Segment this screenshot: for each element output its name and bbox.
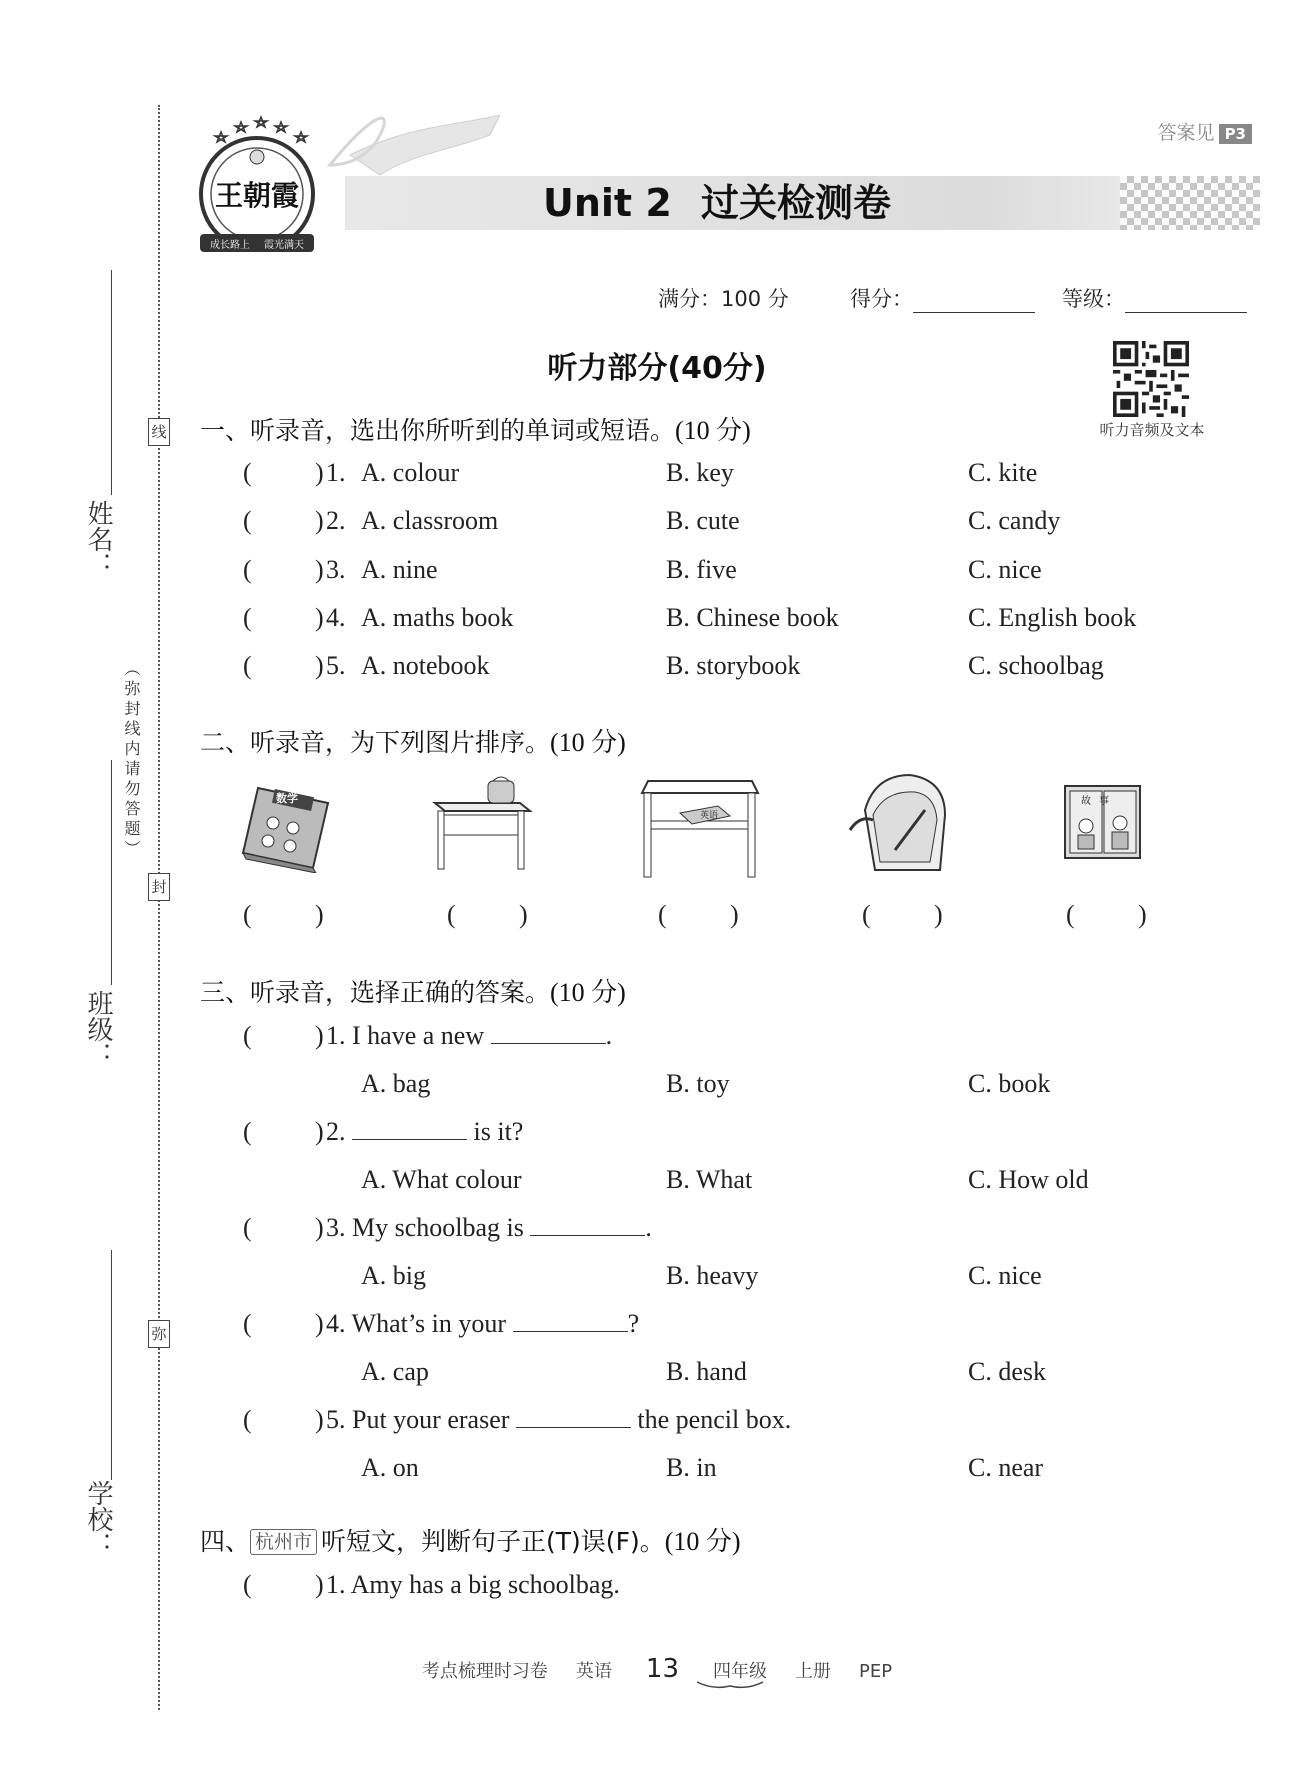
question-number: 2.	[326, 1117, 346, 1146]
option-c: C. kite	[968, 458, 1038, 487]
option-b: B. key	[666, 458, 734, 487]
option-b: B. cute	[666, 506, 740, 535]
section4-title	[200, 1521, 741, 1558]
option-a: A. What colour	[361, 1165, 522, 1194]
statement-1	[326, 1570, 620, 1600]
option-a: A. colour	[361, 458, 460, 487]
grade-blank[interactable]	[1125, 290, 1247, 313]
answer-paren[interactable]: (	[243, 1213, 252, 1242]
question-number: 1.	[326, 1570, 346, 1599]
answer-blank[interactable]	[516, 1426, 631, 1428]
page-number: 13	[645, 1654, 679, 1684]
desk-with-book-icon	[640, 771, 760, 881]
grade-label: 等级：	[1062, 287, 1125, 311]
question-text-post: is it?	[467, 1117, 524, 1146]
class-underline	[111, 760, 112, 985]
option-b: B. What	[666, 1165, 753, 1194]
storybook-caption: 故事	[1081, 796, 1117, 807]
desk-book-caption: 英语	[700, 811, 719, 821]
answer-paren[interactable]: (	[243, 1405, 252, 1434]
grade-field	[1062, 283, 1247, 313]
seal-line-note: （弥封线内请勿答题）	[122, 660, 141, 860]
option-b: B. storybook	[666, 651, 801, 680]
class-label: 班级：	[83, 990, 113, 1068]
qr-code-icon[interactable]	[1113, 341, 1189, 417]
option-a: A. bag	[361, 1069, 431, 1098]
title-main: 过关检测卷	[701, 181, 892, 225]
question-5	[326, 1405, 791, 1435]
statement-text: Amy has a big schoolbag.	[350, 1570, 620, 1599]
math-book-caption: 数学	[276, 792, 298, 805]
section4-score: (10 分)	[664, 1527, 741, 1556]
brand-logo	[192, 112, 322, 262]
answer-blank[interactable]	[530, 1234, 645, 1236]
option-b: B. hand	[666, 1357, 747, 1386]
answer-reference	[1158, 118, 1252, 145]
answer-paren[interactable]: (	[243, 1117, 252, 1146]
question-number: 3.	[326, 1213, 346, 1242]
option-b: B. five	[666, 555, 737, 584]
question-text-pre: What’s in your	[351, 1309, 513, 1338]
score-label: 得分：	[850, 287, 913, 311]
question-3	[326, 1213, 652, 1243]
school-underline	[111, 1250, 112, 1480]
answer-paren-close: )	[315, 1117, 324, 1146]
section1-title	[200, 410, 751, 447]
page-footer	[0, 1654, 1314, 1684]
listening-section-title: 听力部分(40分)	[547, 351, 767, 386]
logo-brand: 王朝霞	[214, 179, 299, 212]
name-label: 姓名：	[83, 500, 113, 578]
option-c: C. desk	[968, 1357, 1046, 1386]
question-1	[326, 1021, 612, 1051]
section1-title-text: 一、听录音，选出你所听到的单词或短语。	[200, 416, 676, 445]
option-c: C. nice	[968, 555, 1042, 584]
section4-title-text: 听短文，判断句子正(T)误(F)。	[321, 1527, 665, 1556]
section4-prefix: 四、	[200, 1527, 251, 1556]
schoolbag-icon	[845, 770, 960, 880]
question-text-pre: My schoolbag is	[352, 1213, 531, 1242]
option-c: C. schoolbag	[968, 651, 1104, 680]
answer-paren[interactable]: (	[243, 651, 252, 680]
question-number: 5.	[326, 1405, 346, 1434]
section2-score: (10 分)	[550, 728, 626, 757]
logo-slogan-left: 成长路上	[210, 240, 250, 251]
score-field	[850, 283, 1035, 313]
answer-paren-close: )	[315, 1213, 324, 1242]
question-number: 2.	[326, 506, 346, 535]
option-c: C. candy	[968, 506, 1061, 535]
answer-paren-close: )	[315, 1021, 324, 1050]
question-text-post: ?	[627, 1309, 640, 1338]
school-label: 学校：	[83, 1480, 113, 1558]
option-b: B. Chinese book	[666, 603, 839, 632]
binding-box-mi: 弥	[148, 1320, 170, 1348]
logo-slogan-right: 霞光满天	[264, 240, 304, 251]
option-b: B. in	[666, 1453, 717, 1482]
answer-blank[interactable]	[491, 1042, 606, 1044]
answer-blank[interactable]	[352, 1138, 467, 1140]
answer-blank[interactable]	[513, 1330, 628, 1332]
answer-paren[interactable]: (	[243, 1021, 252, 1050]
option-c: C. English book	[968, 603, 1137, 632]
binding-box-xian: 线	[148, 418, 170, 446]
option-a: A. cap	[361, 1357, 429, 1386]
option-a: A. big	[361, 1261, 426, 1290]
option-c: C. nice	[968, 1261, 1042, 1290]
option-a: A. notebook	[361, 651, 490, 680]
answer-paren-close: )	[315, 506, 324, 535]
answer-paren-close: )	[315, 1405, 324, 1434]
section3-score: (10 分)	[550, 978, 626, 1007]
answer-paren-close: )	[315, 1309, 324, 1338]
footer-term: 上册	[795, 1661, 831, 1682]
option-c: C. near	[968, 1453, 1044, 1482]
score-blank[interactable]	[913, 290, 1035, 313]
answer-paren-close: )	[315, 458, 324, 487]
answer-paren[interactable]: (	[243, 603, 252, 632]
footer-series: 考点梳理时习卷	[421, 1661, 548, 1682]
section3-title	[200, 972, 626, 1009]
footer-subject: 英语	[575, 1661, 612, 1682]
section3-title-text: 三、听录音，选择正确的答案。	[200, 978, 551, 1007]
question-text-post: the pencil box.	[630, 1405, 792, 1434]
question-text-post: .	[605, 1021, 613, 1050]
question-text-pre: I have a new	[352, 1021, 491, 1050]
option-a: A. maths book	[361, 603, 514, 632]
question-number: 3.	[326, 555, 346, 584]
answer-paren[interactable]: (	[243, 1570, 252, 1599]
question-number: 4.	[326, 1309, 346, 1338]
desk-with-schoolbag-icon	[430, 775, 535, 875]
question-number: 4.	[326, 603, 346, 632]
page-number-book-icon	[695, 1680, 765, 1692]
question-2	[326, 1117, 523, 1147]
option-a: A. nine	[361, 555, 438, 584]
question-number: 1.	[326, 1021, 346, 1050]
full-score: 满分：100 分	[658, 287, 789, 311]
answer-paren[interactable]: (	[243, 458, 252, 487]
option-c: C. How old	[968, 1165, 1089, 1194]
binding-box-feng: 封	[148, 873, 170, 901]
footer-grade: 四年级	[713, 1661, 767, 1682]
answer-paren[interactable]: (	[243, 506, 252, 535]
option-a: A. classroom	[361, 506, 499, 535]
city-tag: 杭州市	[250, 1529, 317, 1555]
footer-edition: PEP	[859, 1661, 893, 1682]
answer-paren-close: )	[315, 555, 324, 584]
section1-score: (10 分)	[675, 416, 751, 445]
section2-title-text: 二、听录音，为下列图片排序。	[200, 728, 551, 757]
option-c: C. book	[968, 1069, 1051, 1098]
question-4	[326, 1309, 639, 1339]
answer-paren-close: )	[315, 1570, 324, 1599]
answer-paren-close: )	[315, 603, 324, 632]
answer-paren[interactable]: (	[243, 555, 252, 584]
option-b: B. toy	[666, 1069, 730, 1098]
question-number: 1.	[326, 458, 346, 487]
answer-paren-close: )	[315, 651, 324, 680]
section2-title	[200, 722, 626, 759]
question-text-pre: Put your eraser	[352, 1405, 516, 1434]
option-a: A. on	[361, 1453, 419, 1482]
option-b: B. heavy	[666, 1261, 759, 1290]
qr-label: 听力音频及文本	[1099, 421, 1205, 439]
answer-ref-page: P3	[1219, 124, 1252, 144]
answer-paren[interactable]: (	[243, 1309, 252, 1338]
question-text-post: .	[645, 1213, 652, 1242]
title-unit: Unit 2	[543, 181, 672, 225]
answer-ref-text: 答案见	[1157, 122, 1215, 144]
page-title	[345, 176, 1260, 230]
question-number: 5.	[326, 651, 346, 680]
